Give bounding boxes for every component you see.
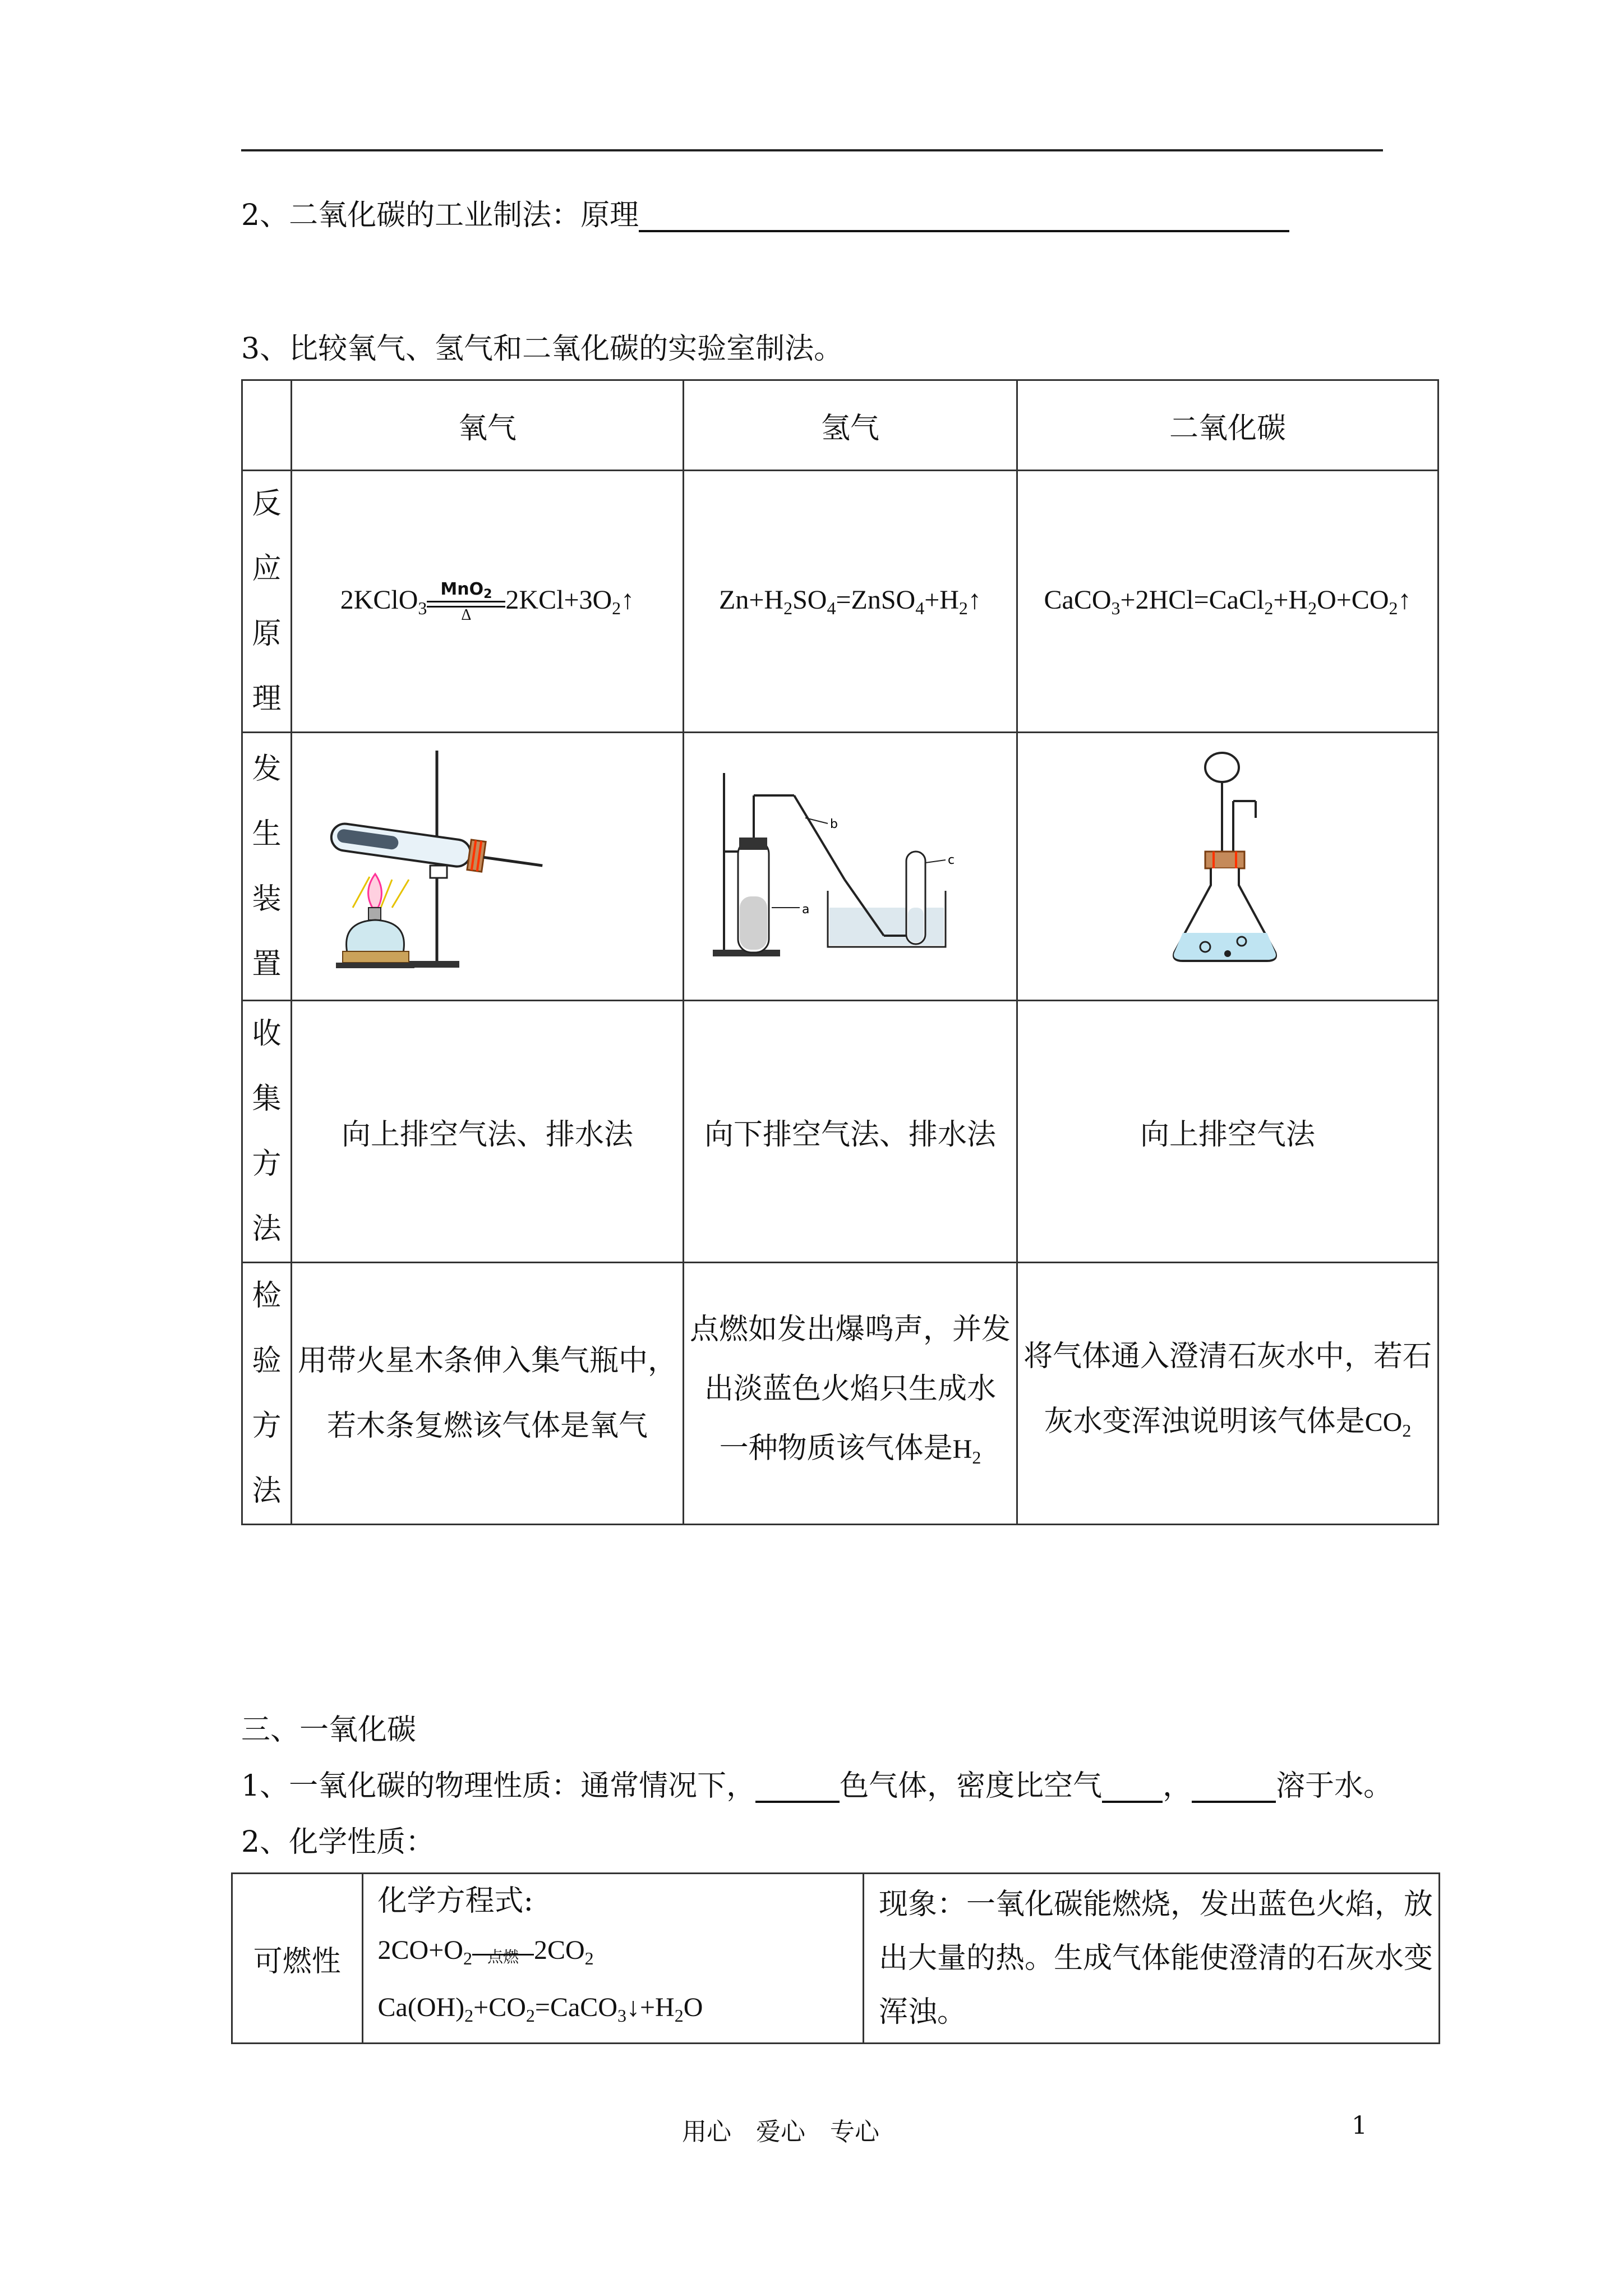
h2-collect: 向下排空气法、排水法 [683, 1001, 1017, 1263]
h2-apparatus-cell [683, 733, 1017, 1001]
co-chem-title: 2、化学性质： [241, 1825, 435, 1859]
test-label: 检验 方法 [242, 1263, 292, 1525]
h2-test: 点燃如发出爆鸣声，并发 出淡蓝色火焰只生成水 一种物质该气体是$H_2$ [683, 1263, 1017, 1525]
collect-label: 收集 方法 [242, 1001, 292, 1263]
blank-color [755, 1770, 840, 1803]
co2-test: 将气体通入澄清石灰水中，若石 灰水变浑浊说明该气体是$CO_2$ [1017, 1263, 1438, 1525]
collect-row [242, 1001, 1438, 1263]
apparatus-row [242, 733, 1438, 1001]
header-rule [241, 149, 1383, 151]
footer-motto: 用心 爱心 专心 [682, 2118, 879, 2146]
section3-title: 三、一氧化碳 [241, 1713, 417, 1747]
header-oxygen: 氧气 [291, 380, 683, 471]
co-phenomenon-cell: 现象：一氧化碳能燃烧，发出蓝色火焰，放 出大量的热。生成气体能使澄清的石灰水变 浑浊。 [863, 1874, 1439, 2044]
q2-text: 2、二氧化碳的工业制法：原理 [241, 199, 639, 232]
o2-apparatus-cell [291, 733, 683, 1001]
o2-condition: MnO$_2$ Δ [427, 586, 505, 618]
o2-apparatus-diagram [302, 739, 672, 986]
ignite-condition: 点燃 [472, 1937, 534, 1968]
co2-apparatus-diagram [1115, 739, 1340, 986]
comparison-table [241, 379, 1439, 1525]
co-properties-table [231, 1872, 1440, 2044]
co2-collect: 向上排空气法 [1017, 1001, 1438, 1263]
precipitate-arrow-icon: ↓ [626, 1993, 640, 2022]
header-hydrogen: 氢气 [683, 380, 1017, 471]
q2-blank [639, 200, 1289, 232]
apparatus-label: 发生 装置 [242, 733, 292, 1001]
q3-text: 3、比较氧气、氢气和二氧化碳的实验室制法。 [241, 332, 843, 366]
test-row [242, 1263, 1438, 1525]
gas-arrow-icon: ↑ [1398, 585, 1412, 615]
co-physical-line: 1、一氧化碳的物理性质：通常情况下， 色气体，密度比空气 ， 溶于水。 [241, 1769, 1393, 1803]
gas-arrow-icon: ↑ [621, 585, 635, 615]
co2-apparatus-cell [1017, 733, 1438, 1001]
co-equations-cell: 化学方程式: $2CO+O_2$ 点燃 $2CO_2$ $Ca(OH)_2+CO_2=CaCO_3↓+H_2O$ [362, 1874, 863, 2044]
reaction-label: 反应 原理 [242, 471, 292, 733]
table-header-row [242, 380, 1438, 471]
h2-apparatus-diagram [699, 739, 1002, 986]
blank-density [1102, 1770, 1163, 1803]
corner-cell [242, 380, 292, 471]
blank-solubility [1192, 1770, 1276, 1803]
h2-equation: $Zn+H_2SO_4=ZnSO_4+H_2↑$ [683, 471, 1017, 733]
combustibility-label: 可燃性 [232, 1874, 363, 2044]
page-number: 1 [1352, 2111, 1367, 2140]
header-co2: 二氧化碳 [1017, 380, 1438, 471]
q2-line [241, 199, 1289, 232]
reaction-row [242, 471, 1438, 733]
o2-test: 用带火星木条伸入集气瓶中， 若木条复燃该气体是氧气 [291, 1263, 683, 1525]
o2-collect: 向上排空气法、排水法 [291, 1001, 683, 1263]
svg-text:b: b [829, 817, 838, 831]
o2-equation: 2KClO$_3$ MnO$_2$ Δ $2KCl+3O_2↑$ [291, 471, 683, 733]
gas-arrow-icon: ↑ [967, 585, 981, 615]
svg-text:c: c [947, 853, 955, 867]
svg-text:a: a [801, 903, 810, 917]
co2-equation: $CaCO_3+2HCl=CaCl_2+H_2O+CO_2↑$ [1017, 471, 1438, 733]
